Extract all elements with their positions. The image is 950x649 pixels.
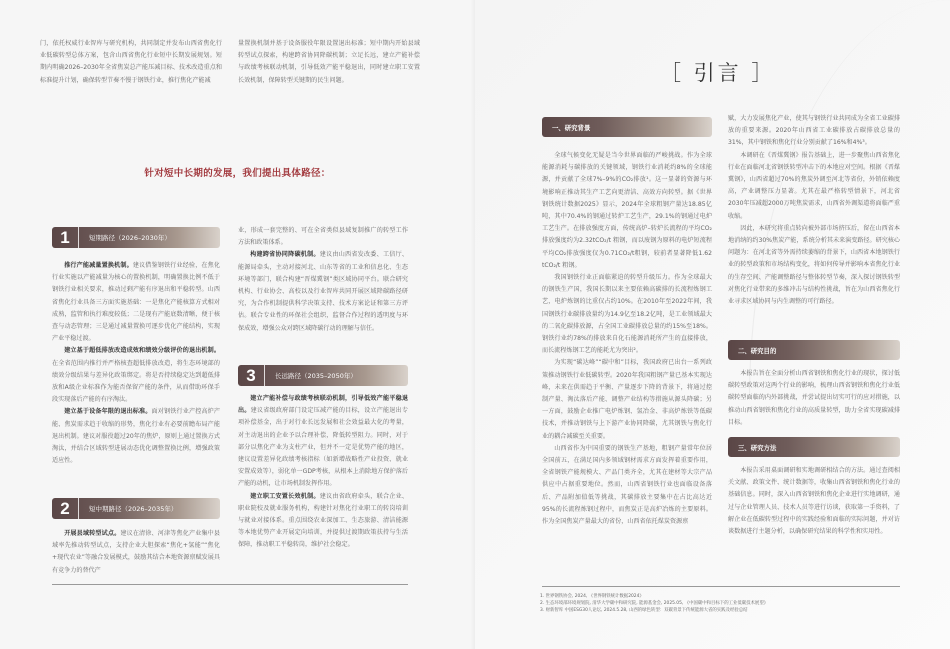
- footnote: 3. 财新智库 中国ESG30人论坛, 2024.5.28, 山西的绿色转型：双碳背景下传统能源大省的实践及经验总结: [540, 608, 748, 613]
- purpose-text: [728, 368, 900, 429]
- path3-text: [238, 393, 408, 552]
- paragraph-body: 建议由省政府牵头，联合企业、职业院校及就业服务机构，构建针对焦化行业职工的转岗培训与就业对接体系。重点围绕农业深加工、生态旅游、清洁能源等本地优势产业开展定向培训，并提供过渡期政策扶持与生活保障，推动职工平稳转岗，维护社会稳定。: [238, 492, 409, 549]
- paragraph: 山西省作为中国重要的钢铁生产基地，粗钢产量常年位居全国前五，在满足国内多领域钢材需求方面发挥着重要作用，全省钢铁产能规模大、产品门类齐全，尤其在建材等大宗产品供应中占据重要地位。然而，山西省钢铁行业也面临设备落后、产品附加值低等挑战，其碳排放主要集中在占比高达近95%的长流程炼钢过程中，而焦炭正是高炉冶炼的主要原料。作为全国焦炭产量最大的省份，山西省依托煤炭资源禀: [542, 444, 712, 526]
- top-text-col2: [238, 38, 420, 87]
- paragraph-lead: 推行产能减量置换机制。: [64, 262, 133, 269]
- paragraph: 本报告旨在全面分析山西省钢铁和焦化行业的现状，探讨低碳转型政策对这两个行业的影响，梳理山西省钢铁和焦化行业低碳转型面临的内外部挑战，并尝试提出切实可行的应对措施，以推动山西省钢铁和焦化行业的高质量转型，助力全省实现碳减排目标。: [728, 370, 900, 426]
- footnote: 1. 世界钢铁协会, 2024, 《世界钢铁统计数据2024》: [540, 594, 644, 599]
- paragraph: 我国钢铁行业正面临紧迫的转型升级压力。作为全球最大的钢铁生产国，我国长期以来主要依赖高碳排的长流程炼钢工艺，电炉炼钢的比重仅占约10%。在2010年至2022年间，我国钢铁行业碳排放量约为14.9亿至18.2亿吨，是工业领域最大的二氧化碳排放源，占全国工业碳排放总量的约15%至18%。钢铁行业约78%的排放来自化石能源消耗所产生的直接排放，而长流程炼钢工艺的能耗尤为突出²。: [542, 274, 712, 355]
- paragraph: 因此，本研究将重点转向被外部市场挤压后，留在山西省本地消纳的约30%焦炭产能，系统分析其未来演变路径。研究核心问题为：在河北省等外需持续萎缩的背景下，山西省本地钢铁行业的转型政策和市场结构变化，将如何传导并影响本省焦化行业的生存空间、产能调整路径与整体转型节奏，深入探讨钢铁转型对焦化行业带来的多维冲击与结构性挑战，旨在为山西省焦化行业寻求区域协同与内生调整的可行路径。: [728, 224, 900, 306]
- paragraph-lead: 建立产能补偿与政绩考核联动机制，引导低效产能平稳退出。: [238, 395, 408, 415]
- background-col2: [728, 113, 900, 308]
- section-bar-method: 三、研究方法: [728, 437, 900, 457]
- page-title: ［ 引言 ］: [660, 61, 776, 85]
- paragraph: [238, 393, 408, 491]
- paragraph: 业，形成一套完整的、可在全省类似县域复制推广的转型工作方法和政策体系。: [238, 227, 408, 247]
- paragraph: 本调研在《晋煤冀钢》报告基础上，进一步聚焦山西省焦化行业在面临河北省钢铁转型冲击下的本地应对空间。根据《晋煤冀钢》，山西省超过70%的焦炭外调至河北等省份，外销依赖度高，产业调整压力显著。尤其在最严格转型情景下，河北省2030年压减超2000万吨焦炭需求，山西省外调渠道将面临严重收缩。: [728, 151, 900, 220]
- paragraph-lead: 开展县域转型试点。: [64, 530, 121, 537]
- paragraph: [52, 345, 220, 406]
- paragraph-lead: 建立基于超低排放改造成效和绩效分级评价的退出机制。: [64, 347, 220, 355]
- path-number: 2: [52, 498, 79, 519]
- mid-col-text: [238, 225, 408, 335]
- paragraph: 量置换机制并基于设备服役年限设置退出标准；短中期内开始县域转型试点探索，构建跨省协同降碳机制；立足长远，建立产能补偿与政绩考核联动机制，引导低效产能平稳退出，同时建立职工安置长效机制，保障转型关键期的民生问题。: [238, 40, 420, 84]
- path1-text: [52, 260, 220, 467]
- background-col1: [542, 150, 712, 528]
- paragraph: [238, 249, 408, 334]
- paragraph: [52, 406, 220, 467]
- paragraph-body: 在全省范围内推行并严格核查超低排放改造，将生态环境部的绩效分级结果与差异化政策绑定。将是否持续稳定达到超低排放和A级企业标准作为能否保留产能的条件，从而借助环保手段实现落后产能的有序淘汰。: [52, 359, 220, 404]
- path-label: 短期路径（2026–2030年）: [89, 234, 171, 242]
- section-headline: 针对短中长期的发展，我们提出具体路径：: [144, 168, 331, 179]
- paragraph: 为实现“碳达峰”“碳中和”目标，我国政府已出台一系列政策推动钢铁行业低碳转型。2020年我国粗钢产量已基本实现达峰，未来在供需趋于平衡、产量逐步下降的背景下，将通过控制产量、淘汰落后产能、调整产业结构等措施从源头降碳；另一方面，鼓励企业推广电炉炼钢、氢冶金、非高炉炼铁等低碳技术，并推动钢铁与上下游产业协同降碳，尤其钢铁与焦化行业的耦合减碳至关重要。: [542, 359, 712, 440]
- section-bar-purpose: 二、研究目的: [728, 340, 900, 360]
- path-bar-mid-term: [52, 498, 220, 519]
- paragraph: 赋，大力发展焦化产业，使其与钢铁行业共同成为全省工业碳排放的重要来源。2020年山西省工业碳排放占碳排放总量的31%，其中钢铁和焦化行业分别贡献了16%和4%³。: [728, 115, 900, 147]
- paragraph: 全球气候变化无疑是当今世界面临的严峻挑战。作为全球能源消耗与碳排放的关键领域，钢铁行业消耗约8%的全球能源，并贡献了全球7%–9%的CO₂排放¹。这一显著的资源与环境影响正推动其生产工艺向更清洁、高效方向转型。据《世界钢铁统计数据2025》显示，2024年全球粗钢产量达18.85亿吨，其中70.4%的钢通过转炉工艺生产，29.1%的钢通过电炉工艺生产。在排放强度方面，传统高炉–转炉长流程的平均CO₂排放强度约为2.32tCO₂/t 粗钢，而以废钢为原料的电炉短流程平均CO₂排放强度仅为0.71CO₂/t粗钢，较前者显著降低1.62 tCO₂/t 粗钢。: [542, 152, 712, 269]
- footnotes: [540, 593, 768, 614]
- method-text: [728, 465, 900, 538]
- path-bar-short-term: [52, 227, 220, 248]
- paragraph: 门，依托权威行业智库与研究机构，共同制定并发布山西省焦化行业低碳转型总体方案，包含山西省焦化行业短中长期发展规划。短期内明确2026–2030年全省焦炭总产能压减目标、技术改造重点和标准提升计划，确保转型节奏不慢于钢铁行业，推行焦化产能减: [40, 40, 222, 84]
- paragraph: [52, 260, 220, 345]
- paragraph-body: 建议省级政府部门设定压减产能的目标，设立产能退出专项补偿基金，出于对行业长远发展和社会效益最大化的考量，对主动退出的企业予以合理补偿，降低转型阻力。同时，对于部分以焦化产业为支柱产业，但并不一定是优势产能的地区，建议设置差异化政绩考核指标（如新增战略性产业投资、就业安置成效等），弱化单一GDP考核，从根本上消除地方保护落后产能的动机，让市场机制发挥作用。: [238, 407, 409, 488]
- paragraph-lead: 建立职工安置长效机制。: [250, 492, 320, 500]
- path-label: 短中期路径（2026–2035年）: [89, 505, 178, 513]
- paragraph-body: 建议在清徐、河津等焦化产业集中县域率先推动转型试点，支持企业大胆探索“焦化+氢能”“焦化+现代农业”等融合发展模式，鼓励其结合本地资源禀赋发展具有竞争力的替代产: [52, 530, 221, 574]
- paragraph: 本报告采用桌面调研和实地调研相结合的方法。通过查阅相关文献、政策文件、统计数据等，收集山西省钢铁和焦化行业的基础信息。同时，深入山西省钢铁和焦化企业进行实地调研，通过与企业管理人员、技术人员等进行访谈，获取第一手资料，了解企业在低碳转型过程中的实践经验和面临的实际问题，并对访谈数据进行主题分析，以确保研究结果的科学性和实用性。: [728, 467, 900, 536]
- divider: [52, 584, 408, 585]
- paragraph-lead: 构建跨省协同降碳机制。: [250, 251, 320, 259]
- footnote: 2. 生态环境部环境规划院, 清华大学碳中和研究院, 能源基金会, 2025.05, 《中国碳中和目标下的工业低碳技术展望》: [540, 601, 769, 606]
- paragraph: [52, 528, 220, 577]
- path2-text: [52, 528, 220, 577]
- paragraph-body: 建议借鉴钢铁行业经验，在焦化行业实施以产能减量为核心的置换机制，明确置换比例不低于钢铁行业相关要求，推动过剩产能有序退出和平稳转型。山西省焦化行业具备三方面实施基础：一是焦化产能核算方式相对成熟，监管和执行难度较低；二是现有产能底数清晰，便于核查与动态管理；三是通过减量置换可逐步优化产能结构，实现产业平稳过渡。: [52, 262, 221, 343]
- paragraph: [238, 491, 408, 552]
- paragraph-lead: 建立基于设备年限的退出标准。: [64, 408, 152, 416]
- path-number: 1: [52, 227, 79, 248]
- paragraph-body: 建议由山西省发改委、工信厅、能源局牵头，主动对接河北、山东等省的工业和信息化、生态环境等部门，联合构建“晋煤冀钢”类区域协同平台。联合研究机构、行业协会、高校以及行业智库共同开展区域降碳路径研究，为合作机制提供科学决策支持、技术方案论证和第三方评估。联合专业性的环保社会组织，监督合作过程的透明度与环保成效，增强公众对跨区域降碳行动的理解与信任。: [238, 251, 409, 332]
- footnote-divider: [542, 586, 900, 587]
- path-bar-long-term: [238, 365, 408, 386]
- section-bar-background: 一、研究背景: [542, 117, 712, 137]
- paragraph-body: 面对钢铁行业产控高炉产能、焦炭需求趋于收缩的形势，焦化行业有必要前瞻布局产能退出机制。建议对服役超过20年的焦炉，原则上通过置换方式淘汰，并结合区域转型进展动态优化调整置换比例，增强政策适应性。: [52, 408, 221, 465]
- top-text-col1: [40, 38, 222, 87]
- path-number: 3: [238, 365, 265, 386]
- path-label: 长远路径（2035–2050年）: [275, 372, 357, 380]
